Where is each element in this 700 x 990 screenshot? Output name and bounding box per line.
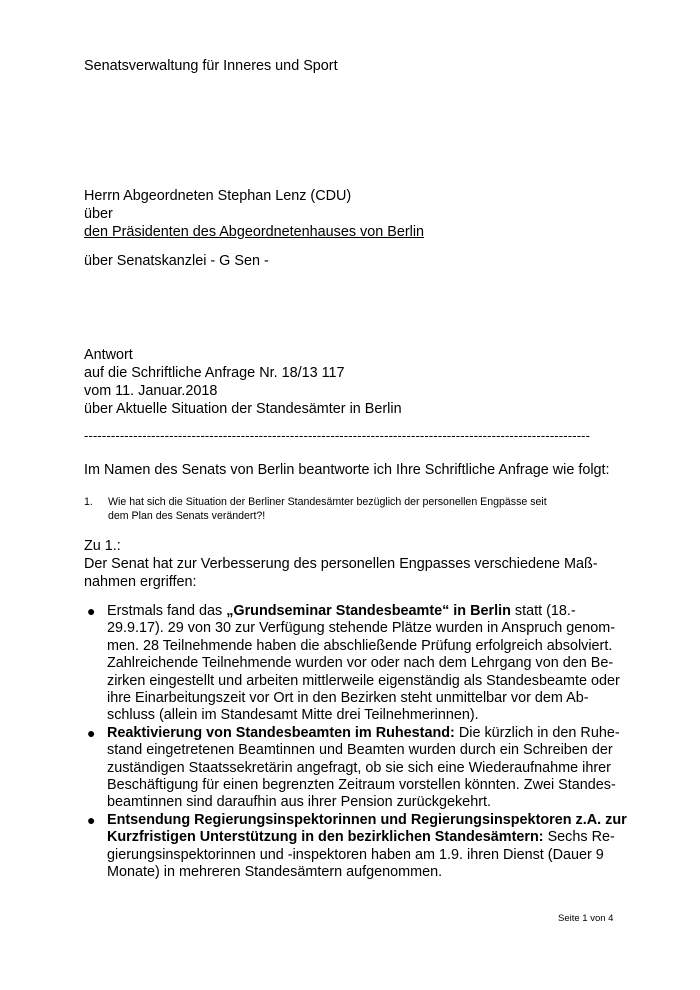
bullet-text: Sechs Re- (543, 829, 615, 846)
address-block (84, 187, 424, 241)
bullet-bold-text: Kurzfristigen Unterstützung in den bezirklichen Standesämtern: (107, 829, 544, 846)
department-heading: Senatsverwaltung für Inneres und Sport (84, 58, 338, 74)
topic-line: über Aktuelle Situation der Standesämter in Berlin (84, 401, 402, 417)
bullet-line: ihre Einarbeitungszeit vor Ort in den Bezirken steht unmittelbar vor dem Ab- (107, 690, 589, 707)
question-text (108, 495, 547, 523)
via-line: über (84, 206, 113, 222)
bullet-icon: ● (87, 603, 96, 619)
answer-label: Antwort (84, 347, 133, 363)
bullet-line: 29.9.17). 29 von 30 zur Verfügung stehende Plätze wurden in Anspruch genom- (107, 620, 616, 637)
list-item (84, 725, 627, 812)
inquiry-line: auf die Schriftliche Anfrage Nr. 18/13 117 (84, 365, 345, 381)
bullet-text: Die kürzlich in den Ruhe- (454, 724, 620, 741)
list-item (84, 603, 627, 725)
intro-text: Im Namen des Senats von Berlin beantworte ich Ihre Schriftliche Anfrage wie folgt: (84, 462, 610, 478)
list-item (84, 812, 627, 882)
president-line: den Präsidenten des Abgeordnetenhauses von Berlin (84, 224, 425, 240)
answer-line: nahmen ergriffen: (84, 574, 197, 590)
bullet-line: zirken eingestellt und arbeiten mittlerweile eigenständig als Standesbeamte oder (107, 672, 620, 689)
bullet-line: men. 28 Teilnehmende haben die abschließende Prüfung erfolgreich absolviert. (107, 637, 613, 654)
bullet-icon: ● (87, 724, 96, 741)
bullet-icon: ● (87, 811, 96, 828)
subject-block (84, 346, 402, 418)
bullet-text: statt (18.- (510, 603, 576, 619)
bullet-line: Zahlreichende Teilnehmende wurden vor oder nach dem Lehrgang von den Be- (107, 655, 614, 672)
chancellery-line: über Senatskanzlei - G Sen - (84, 253, 269, 269)
recipient-line: Herrn Abgeordneten Stephan Lenz (CDU) (84, 188, 352, 204)
bullet-line: beamtinnen sind daraufhin aus ihrer Pension zurückgekehrt. (107, 794, 491, 811)
bullet-text: Erstmals fand das (107, 603, 227, 619)
bullet-bold-text: Entsendung Regierungsinspektorinnen und Regierungsinspektoren z.A. zur (107, 811, 627, 828)
question-line: dem Plan des Senats verändert?! (108, 510, 266, 522)
bullet-bold-text: Reaktivierung von Standesbeamten im Ruhestand: (107, 724, 455, 741)
bullet-line: schluss (allein im Standesamt Mitte drei Teilnehmerinnen). (107, 707, 479, 724)
bullet-line: stand eingetretenen Beamtinnen und Beamten wurden durch ein Schreiben der (107, 742, 613, 759)
bullet-line: gierungsinspektorinnen und -inspektoren haben am 1.9. ihren Dienst (Dauer 9 (107, 846, 604, 863)
answer-line: Der Senat hat zur Verbesserung des personellen Engpasses verschiedene Maß- (84, 556, 598, 572)
page-number: Seite 1 von 4 (558, 913, 614, 924)
bullet-bold-text: „Grundseminar Standesbeamte“ in Berlin (226, 603, 511, 619)
separator-line: ----------------------------------------------------------------------------------------------------------------- (84, 428, 591, 443)
answer-block (84, 537, 598, 591)
bullet-line: Monate) in mehreren Standesämtern aufgenommen. (107, 864, 443, 881)
bullet-line: Beschäftigung für einen begrenzten Zeitraum vorstellen könnten. Zwei Standes- (107, 777, 616, 794)
date-line: vom 11. Januar.2018 (84, 383, 218, 399)
bullet-line: zuständigen Staatssekretärin angefragt, ob sie sich eine Wiederaufnahme ihrer (107, 759, 611, 776)
measures-list (84, 603, 627, 882)
answer-heading: Zu 1.: (84, 538, 121, 554)
question-number: 1. (84, 496, 93, 508)
question-line: Wie hat sich die Situation der Berliner Standesämter bezüglich der personellen Engpässe seit (108, 496, 547, 508)
